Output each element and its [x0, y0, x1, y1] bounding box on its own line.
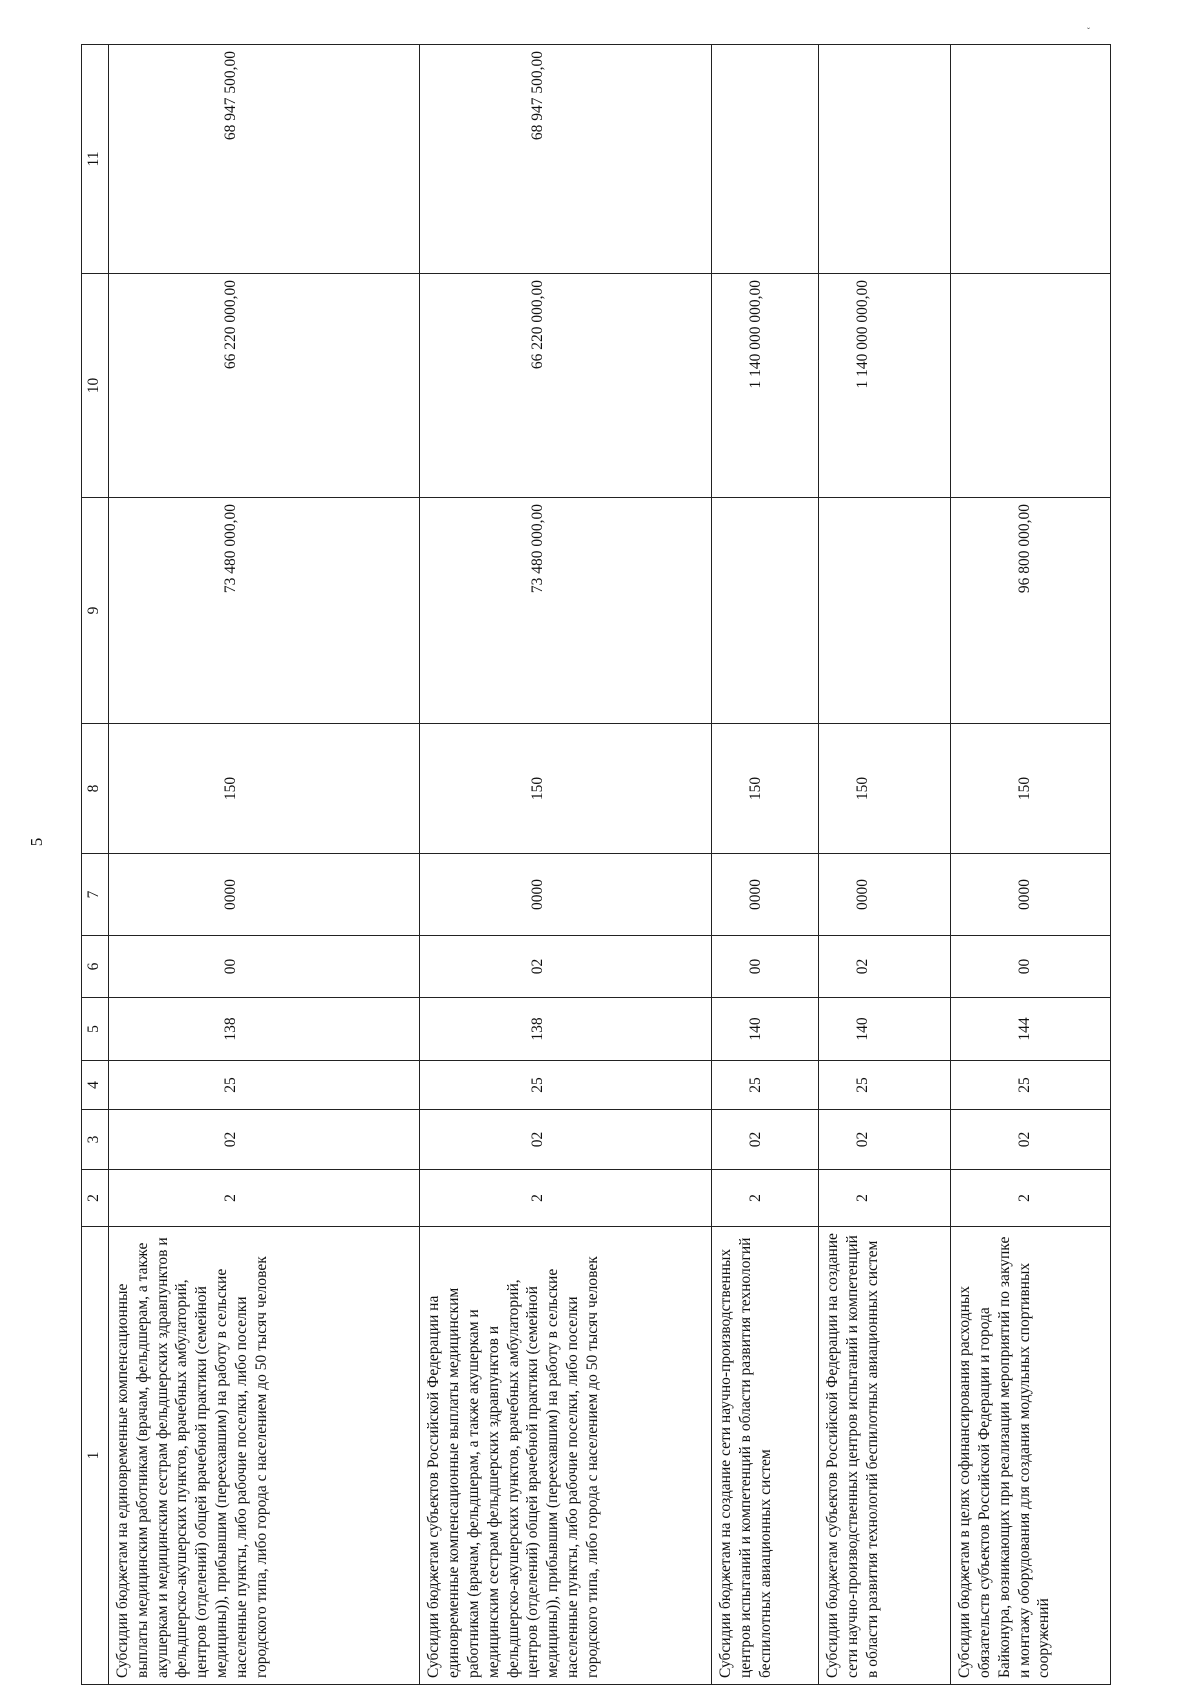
- cell-col-10: 66 220 000,00: [420, 274, 712, 498]
- cell-col-7: 0000: [712, 854, 819, 936]
- cell-col-5: 138: [109, 998, 420, 1061]
- header-col-11: 11: [82, 45, 109, 274]
- header-col-10: 10: [82, 274, 109, 498]
- scan-speck: ˇ: [1087, 26, 1090, 36]
- cell-col-5: 144: [951, 998, 1111, 1061]
- cell-col-3: 02: [951, 1110, 1111, 1170]
- cell-col-10: [951, 274, 1111, 498]
- cell-col-8: 150: [712, 724, 819, 854]
- cell-col-11: [818, 45, 950, 274]
- header-row: [82, 45, 109, 1685]
- cell-col-8: 150: [420, 724, 712, 854]
- cell-col-4: 25: [420, 1061, 712, 1110]
- cell-col-4: 25: [818, 1061, 950, 1110]
- cell-col-9: 73 480 000,00: [109, 498, 420, 724]
- header-col-5: 5: [82, 998, 109, 1061]
- cell-col-9: 73 480 000,00: [420, 498, 712, 724]
- page-number: 5: [27, 837, 46, 847]
- row-description: Субсидии бюджетам субъектов Российской Федерации на создание сети научно-производственных центров испытаний и компетенций в области развития технологий беспилотных авиационных систем: [818, 1227, 950, 1685]
- cell-col-3: 02: [109, 1110, 420, 1170]
- cell-col-2: 2: [109, 1170, 420, 1227]
- table-row: [818, 45, 950, 1685]
- row-description: Субсидии бюджетам субъектов Российской Федерации на единовременные компенсационные выплаты медицинским работникам (врачам, фельдшерам, а также акушеркам и медицинским сестрам фельдшерских здравпунктов и фельдшерско-акушерских пунктов, врачебных амбулаторий, центров (отделений) общей врачебной практики (семейной медицины)), прибывшим (переехавшим) на работу в сельские населенные пункты, либо рабочие поселки, либо поселки городского типа, либо города с населением до 50 тысяч человек: [420, 1227, 712, 1685]
- header-col-3: 3: [82, 1110, 109, 1170]
- cell-col-5: 140: [712, 998, 819, 1061]
- cell-col-11: 68 947 500,00: [420, 45, 712, 274]
- cell-col-6: 02: [818, 936, 950, 998]
- header-col-1: 1: [82, 1227, 109, 1685]
- cell-col-2: 2: [420, 1170, 712, 1227]
- cell-col-7: 0000: [818, 854, 950, 936]
- table-row: [420, 45, 712, 1685]
- table-row: [712, 45, 819, 1685]
- cell-col-4: 25: [712, 1061, 819, 1110]
- cell-col-8: 150: [951, 724, 1111, 854]
- cell-col-2: 2: [951, 1170, 1111, 1227]
- cell-col-11: [712, 45, 819, 274]
- header-col-8: 8: [82, 724, 109, 854]
- row-description: Субсидии бюджетам на единовременные компенсационные выплаты медицинским работникам (врачам, фельдшерам, а также акушеркам и медицинским сестрам фельдшерских здравпунктов и фельдшерско-акушерских пунктов, врачебных амбулаторий, центров (отделений) общей врачебной практики (семейной медицины)), прибывшим (переехавшим) на работу в сельские населенные пункты, либо рабочие поселки, либо поселки городского типа, либо города с населением до 50 тысяч человек: [109, 1227, 420, 1685]
- cell-col-3: 02: [712, 1110, 819, 1170]
- cell-col-3: 02: [818, 1110, 950, 1170]
- cell-col-10: 66 220 000,00: [109, 274, 420, 498]
- cell-col-5: 138: [420, 998, 712, 1061]
- cell-col-9: [818, 498, 950, 724]
- cell-col-2: 2: [818, 1170, 950, 1227]
- cell-col-9: 96 800 000,00: [951, 498, 1111, 724]
- header-col-6: 6: [82, 936, 109, 998]
- table-row: [951, 45, 1111, 1685]
- cell-col-8: 150: [109, 724, 420, 854]
- cell-col-4: 25: [109, 1061, 420, 1110]
- cell-col-6: 00: [712, 936, 819, 998]
- cell-col-4: 25: [951, 1061, 1111, 1110]
- cell-col-10: 1 140 000 000,00: [818, 274, 950, 498]
- cell-col-6: 00: [109, 936, 420, 998]
- cell-col-9: [712, 498, 819, 724]
- cell-col-11: [951, 45, 1111, 274]
- cell-col-5: 140: [818, 998, 950, 1061]
- cell-col-2: 2: [712, 1170, 819, 1227]
- cell-col-11: 68 947 500,00: [109, 45, 420, 274]
- cell-col-6: 00: [951, 936, 1111, 998]
- cell-col-10: 1 140 000 000,00: [712, 274, 819, 498]
- header-col-4: 4: [82, 1061, 109, 1110]
- header-col-7: 7: [82, 854, 109, 936]
- table-row: [109, 45, 420, 1685]
- cell-col-8: 150: [818, 724, 950, 854]
- header-col-2: 2: [82, 1170, 109, 1227]
- budget-table: [81, 44, 1111, 1685]
- header-col-9: 9: [82, 498, 109, 724]
- cell-col-7: 0000: [951, 854, 1111, 936]
- cell-col-3: 02: [420, 1110, 712, 1170]
- cell-col-7: 0000: [420, 854, 712, 936]
- cell-col-7: 0000: [109, 854, 420, 936]
- row-description: Субсидии бюджетам в целях софинансирования расходных обязательств субъектов Российской Федерации и города Байконура, возникающих при реализации мероприятий по закупке и монтажу оборудования для создания модульных спортивных сооружений: [951, 1227, 1111, 1685]
- cell-col-6: 02: [420, 936, 712, 998]
- row-description: Субсидии бюджетам на создание сети научно-производственных центров испытаний и компетенций в области развития технологий беспилотных авиационных систем: [712, 1227, 819, 1685]
- budget-table-rotated: [81, 45, 1111, 1685]
